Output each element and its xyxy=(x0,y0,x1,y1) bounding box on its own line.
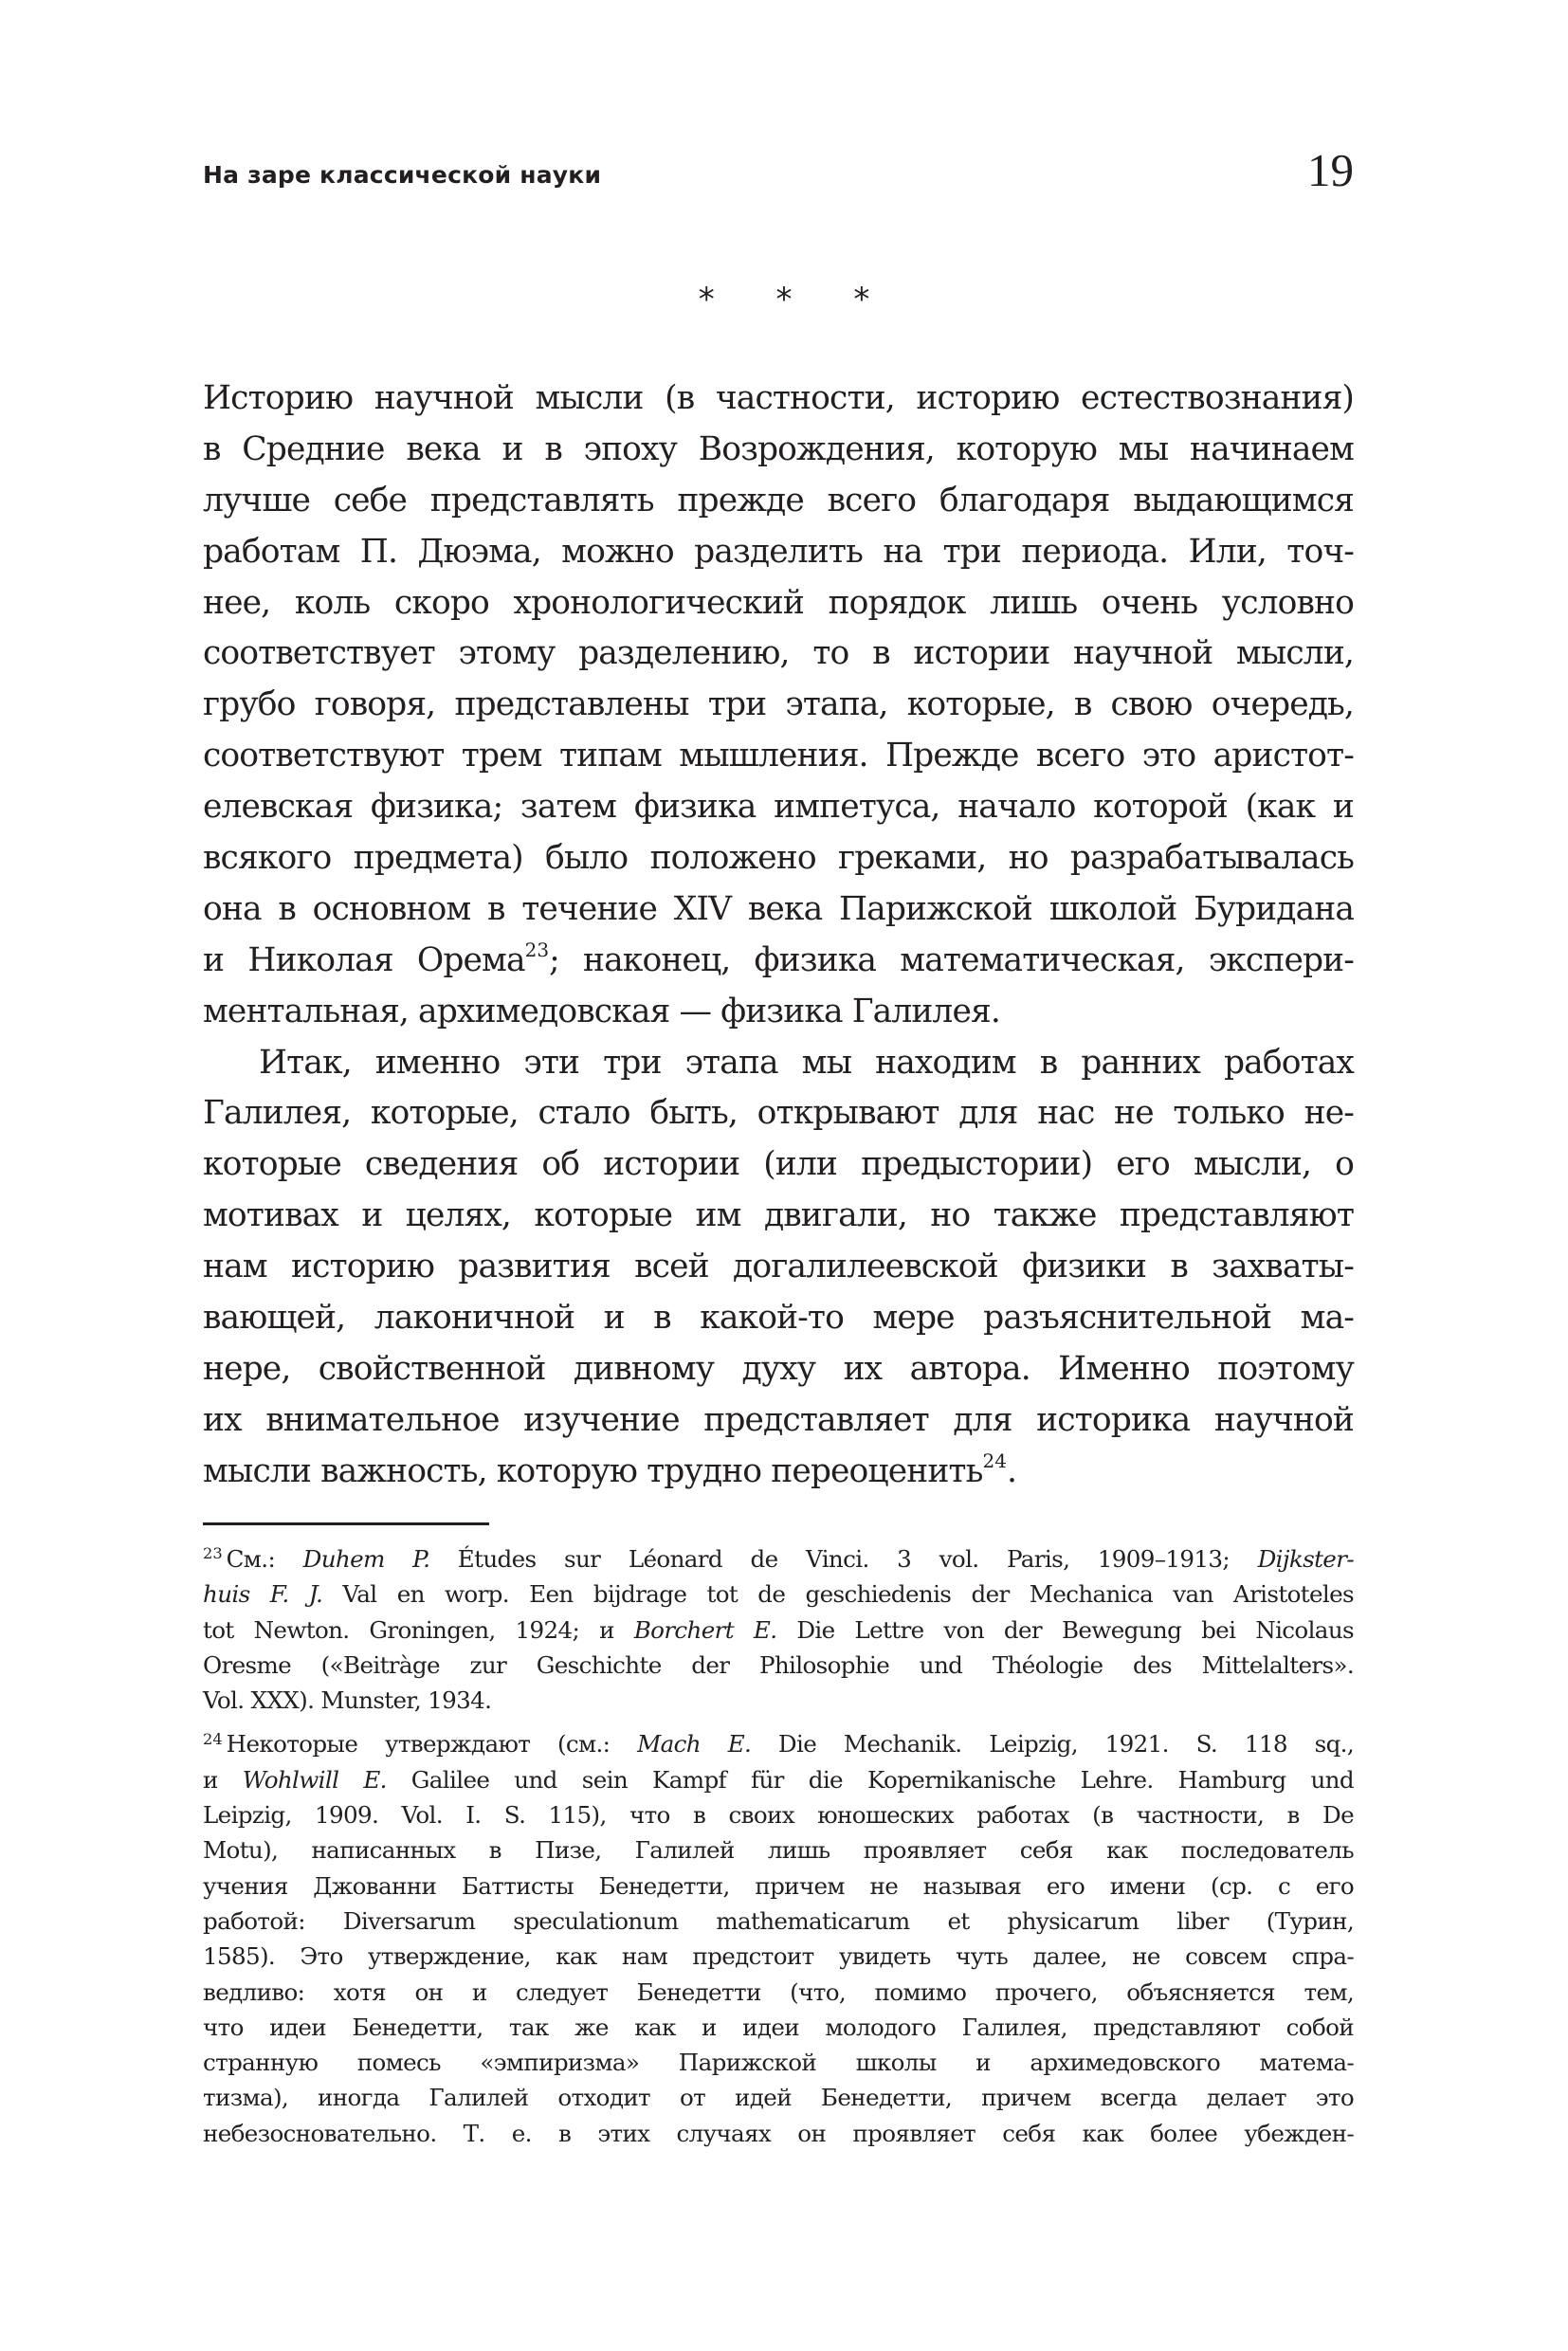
text-line: Итак, именно эти три этапа мы находим в ранних работах xyxy=(259,1043,1354,1082)
text-fragment: Oresme («Beitràge zur Geschichte der Philosophie und Théologie des Mittelalters». xyxy=(203,1650,1354,1679)
page-number: 19 xyxy=(1307,144,1354,196)
footnote-line xyxy=(203,1868,1354,1904)
text-fragment: странную помесь «эмпиризма» Парижской школы и архимедовского матема- xyxy=(203,2049,1354,2077)
text-line: которые сведения об истории (или предыстории) его мысли, о xyxy=(203,1145,1354,1184)
text-line: нере, свойственной дивному духу их автора. Именно поэтому xyxy=(203,1349,1354,1388)
footnote-ref-24[interactable]: 24 xyxy=(982,1449,1007,1472)
footnote-separator xyxy=(203,1522,489,1525)
text-fragment: учения Джованни Баттисты Бенедетти, причем не называя его имени (ср. с его xyxy=(203,1871,1354,1900)
text-fragment: 1585). Это утверждение, как нам предстоит увидеть чуть далее, не совсем спра- xyxy=(203,1942,1354,1971)
text-fragment: См.: xyxy=(226,1545,303,1573)
author-name: Dijkster- xyxy=(1257,1545,1354,1573)
text-fragment: Val en worp. Een bijdrage tot de geschiedenis der Mechanica van Aristoteles xyxy=(322,1580,1354,1609)
author-name: Borchert E. xyxy=(633,1615,777,1644)
text-fragment: мысли важность, которую трудно переоценить xyxy=(203,1451,983,1490)
text-line: их внимательное изучение представляет для историка научной xyxy=(203,1400,1354,1439)
paragraph xyxy=(203,374,1354,1038)
text-fragment: тизма), иногда Галилей отходит от идей Бенедетти, причем всегда делает это xyxy=(203,2084,1354,2112)
text-fragment: что идеи Бенедетти, так же как и идеи молодого Галилея, представляют собой xyxy=(203,2013,1354,2041)
text-line: лучше себе представлять прежде всего благодаря выдающимся xyxy=(203,481,1354,519)
text-fragment: Motu), написанных в Пизе, Галилей лишь проявляет себя как последователь xyxy=(203,1836,1354,1865)
footnote-line xyxy=(203,1832,1354,1868)
footnote-number: 24 xyxy=(203,1729,223,1748)
footnote-line xyxy=(203,1648,1354,1683)
text-line: ментальная, архимедовская — физика Галилея. xyxy=(203,992,1000,1030)
text-line: елевская физика; затем физика импетуса, начало которой (как и xyxy=(203,788,1354,827)
text-fragment: небезосновательно. Т. е. в этих случаях он проявляет себя как более убежден- xyxy=(203,2119,1354,2147)
text-line: работам П. Дюэма, можно разделить на три периода. Или, точ- xyxy=(203,532,1354,571)
text-line: нам историю развития всей догалилеевской физики в захваты- xyxy=(203,1248,1354,1286)
text-fragment: Некоторые утверждают (см.: xyxy=(226,1730,638,1759)
footnote-line xyxy=(203,1975,1354,2010)
text-fragment: tot Newton. Groningen, 1924; и xyxy=(203,1615,634,1644)
text-fragment: ведливо: хотя он и следует Бенедетти (что, помимо прочего, объясняется тем, xyxy=(203,1977,1354,2006)
asterism-icon: * xyxy=(698,281,715,319)
footnote-line xyxy=(203,2010,1354,2045)
text-line: она в основном в течение XIV века Парижской школой Буридана xyxy=(203,889,1354,928)
text-fragment: . xyxy=(1006,1451,1017,1490)
footnote-line xyxy=(203,1541,1354,1576)
footnote-line xyxy=(203,1726,1354,1761)
text-line: в Средние века и в эпоху Возрождения, которую мы начинаем xyxy=(203,429,1354,468)
asterism-icon: * xyxy=(853,281,870,319)
footnote-line xyxy=(203,1613,1354,1648)
section-break xyxy=(0,281,1568,319)
text-line xyxy=(203,1447,1354,1498)
footnote-line xyxy=(203,2045,1354,2080)
text-fragment: Die Lettre von der Bewegung bei Nicolaus xyxy=(776,1615,1354,1644)
text-fragment: и Николая Орема xyxy=(203,940,525,979)
footnotes xyxy=(203,1541,1354,2151)
main-text xyxy=(203,374,1354,1498)
text-line: нее, коль скоро хронологический порядок лишь очень условно xyxy=(203,583,1354,622)
footnote-line xyxy=(203,2080,1354,2115)
asterism-icon: * xyxy=(775,281,793,319)
text-line xyxy=(203,936,1354,987)
text-line: Галилея, которые, стало быть, открывают для нас не только не- xyxy=(203,1094,1354,1133)
paragraph xyxy=(203,1038,1354,1498)
footnote-24 xyxy=(203,1726,1354,2151)
footnote-line xyxy=(203,1683,1354,1718)
text-fragment: Vol. XXX). Munster, 1934. xyxy=(203,1686,492,1715)
text-line: соответствует этому разделению, то в истории научной мысли, xyxy=(203,634,1354,673)
footnote-23 xyxy=(203,1541,1354,1718)
text-line: мотивах и целях, которые им двигали, но также представляют xyxy=(203,1196,1354,1235)
author-name: Wohlwill E. xyxy=(242,1765,387,1794)
footnote-line xyxy=(203,1762,1354,1797)
text-fragment: Galilee und sein Kampf für die Kopernikanische Lehre. Hamburg und xyxy=(386,1765,1354,1794)
footnote-line xyxy=(203,1576,1354,1612)
text-fragment: Die Mechanik. Leipzig, 1921. S. 118 sq., xyxy=(751,1730,1355,1759)
author-name: Duhem P. xyxy=(302,1545,430,1573)
author-name: Mach E. xyxy=(637,1730,752,1759)
text-fragment: ; наконец, физика математическая, экспери- xyxy=(549,940,1355,979)
footnote-line xyxy=(203,2116,1354,2151)
text-line: грубо говоря, представлены три этапа, которые, в свою очередь, xyxy=(203,685,1354,724)
running-head-title: На заре классической науки xyxy=(203,161,602,189)
text-line: вающей, лаконичной и в какой-то мере разъяснительной ма- xyxy=(203,1299,1354,1338)
text-fragment: работой: Diversarum speculationum mathematicarum et physicarum liber (Турин, xyxy=(203,1906,1354,1935)
footnote-line xyxy=(203,1939,1354,1974)
footnote-number: 23 xyxy=(203,1544,223,1563)
text-fragment: Leipzig, 1909. Vol. I. S. 115), что в своих юношеских работах (в частности, в De xyxy=(203,1801,1354,1830)
text-fragment: и xyxy=(203,1765,243,1794)
text-line: соответствуют трем типам мышления. Прежде всего это аристот- xyxy=(203,737,1354,775)
footnote-line xyxy=(203,1797,1354,1832)
footnote-line xyxy=(203,1904,1354,1939)
text-line: Историю научной мысли (в частности, историю естествознания) xyxy=(203,379,1354,417)
author-name: huis F. J. xyxy=(203,1580,323,1609)
footnote-ref-23[interactable]: 23 xyxy=(524,938,550,961)
text-fragment: Études sur Léonard de Vinci. 3 vol. Paris, 1909–1913; xyxy=(429,1545,1258,1573)
text-line: всякого предмета) было положено греками, но разрабатывалась xyxy=(203,839,1354,878)
